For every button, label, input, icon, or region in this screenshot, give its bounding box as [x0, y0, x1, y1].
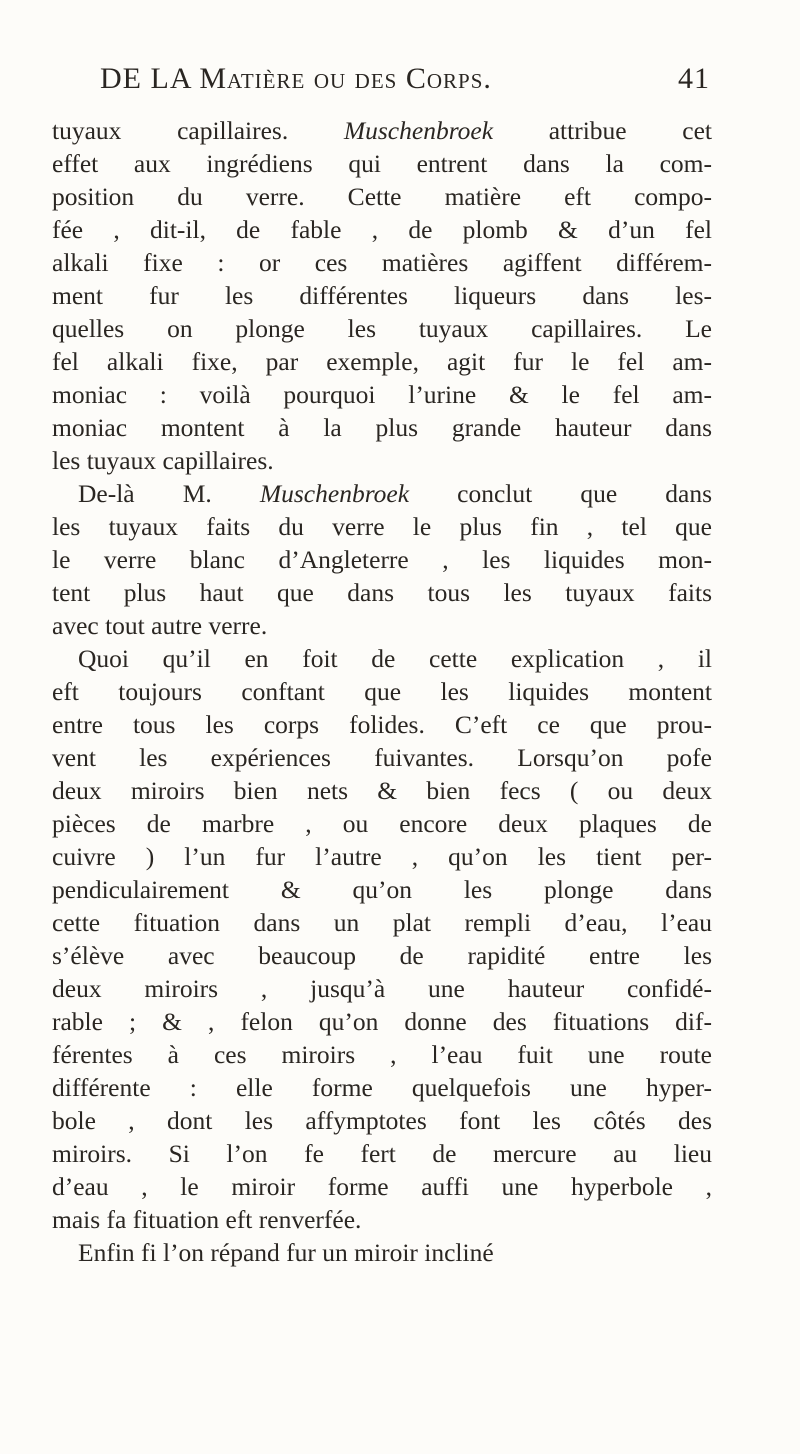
text-line [52, 675, 712, 708]
page-number: 41 [678, 62, 710, 95]
text-segment: différente : elle forme quelquefois une hyper- [52, 1073, 712, 1102]
text-line [52, 180, 712, 213]
text-segment: moniac : voilà pourquoi l’urine & le fel am- [52, 380, 712, 409]
text-line [52, 345, 712, 378]
text-line [52, 1203, 712, 1236]
text-line [52, 840, 712, 873]
text-segment: tent plus haut que dans tous les tuyaux faits [52, 578, 712, 607]
text-segment: bole , dont les affymptotes font les côtés des [52, 1106, 712, 1135]
text-segment: rable ; & , felon qu’on donne des fituations dif- [52, 1007, 712, 1036]
text-segment: deux miroirs bien nets & bien fecs ( ou deux [52, 776, 712, 805]
text-line [52, 774, 712, 807]
text-line [52, 147, 712, 180]
text-line [52, 1236, 712, 1269]
text-segment: fée , dit-il, de fable , de plomb & d’un fel [52, 215, 712, 244]
text-line [52, 708, 712, 741]
text-segment: tuyaux capillaires. [52, 116, 344, 145]
text-line [52, 609, 712, 642]
text-line [52, 1071, 712, 1104]
text-segment: vent les expériences fuivantes. Lorsqu’on pofe [52, 743, 712, 772]
text-segment: effet aux ingrédiens qui entrent dans la com- [52, 149, 712, 178]
text-segment: fel alkali fixe, par exemple, agit fur le fel am- [52, 347, 712, 376]
text-line [52, 741, 712, 774]
text-segment: s’élève avec beaucoup de rapidité entre les [52, 941, 712, 970]
text-line [52, 807, 712, 840]
text-segment: attribue cet [493, 116, 712, 145]
text-line [52, 477, 712, 510]
text-segment: position du verre. Cette matière eft compo- [52, 182, 712, 211]
text-segment: pendiculairement & qu’on les plonge dans [52, 875, 712, 904]
text-segment: quelles on plonge les tuyaux capillaires. Le [52, 314, 712, 343]
text-line [52, 114, 712, 147]
text-line [52, 576, 712, 609]
header-title: Matière ou des Corps. [199, 62, 492, 95]
text-segment: conclut que dans [409, 479, 712, 508]
text-segment: cuivre ) l’un fur l’autre , qu’on les tient per- [52, 842, 712, 871]
body-text [52, 114, 712, 1269]
text-line [52, 444, 712, 477]
text-segment: cette fituation dans un plat rempli d’eau, l’eau [52, 908, 712, 937]
text-line [52, 972, 712, 1005]
italic-name: Muschenbroek [343, 116, 494, 145]
text-line [52, 1104, 712, 1137]
text-segment: eft toujours conftant que les liquides montent [52, 677, 712, 706]
text-segment: les tuyaux capillaires. [52, 446, 274, 475]
text-line [52, 510, 712, 543]
header-prefix: DE LA [100, 62, 200, 95]
text-segment: d’eau , le miroir forme auffi une hyperbole , [52, 1172, 712, 1201]
text-line [52, 279, 712, 312]
text-segment: mais fa fituation eft renverfée. [52, 1205, 362, 1234]
text-segment: férentes à ces miroirs , l’eau fuit une route [52, 1040, 712, 1069]
text-line [52, 1170, 712, 1203]
text-segment: moniac montent à la plus grande hauteur dans [52, 413, 712, 442]
text-line [52, 543, 712, 576]
text-segment: le verre blanc d’Angleterre , les liquides mon- [52, 545, 712, 574]
text-line [52, 939, 712, 972]
text-line [52, 1005, 712, 1038]
text-line [52, 906, 712, 939]
text-segment: pièces de marbre , ou encore deux plaques de [52, 809, 712, 838]
running-header [100, 62, 710, 108]
text-line [52, 1137, 712, 1170]
text-segment: De-là M. [78, 479, 260, 508]
text-segment: ment fur les différentes liqueurs dans les- [52, 281, 712, 310]
text-line [52, 312, 712, 345]
text-segment: les tuyaux faits du verre le plus fin , tel que [52, 512, 712, 541]
text-line [52, 873, 712, 906]
text-segment: Enfin fi l’on répand fur un miroir incliné [78, 1238, 494, 1267]
text-line [52, 213, 712, 246]
text-line [52, 246, 712, 279]
text-line [52, 411, 712, 444]
text-segment: entre tous les corps folides. C’eft ce que prou- [52, 710, 712, 739]
text-segment: alkali fixe : or ces matières agiffent différem- [52, 248, 712, 277]
text-line [52, 1038, 712, 1071]
text-line [52, 642, 712, 675]
text-segment: Quoi qu’il en foit de cette explication , il [78, 644, 712, 673]
text-segment: avec tout autre verre. [52, 611, 268, 640]
text-segment: miroirs. Si l’on fe fert de mercure au lieu [52, 1139, 712, 1168]
italic-name: Muschenbroek [259, 479, 410, 508]
text-line [52, 378, 712, 411]
text-segment: deux miroirs , jusqu’à une hauteur confidé- [52, 974, 712, 1003]
